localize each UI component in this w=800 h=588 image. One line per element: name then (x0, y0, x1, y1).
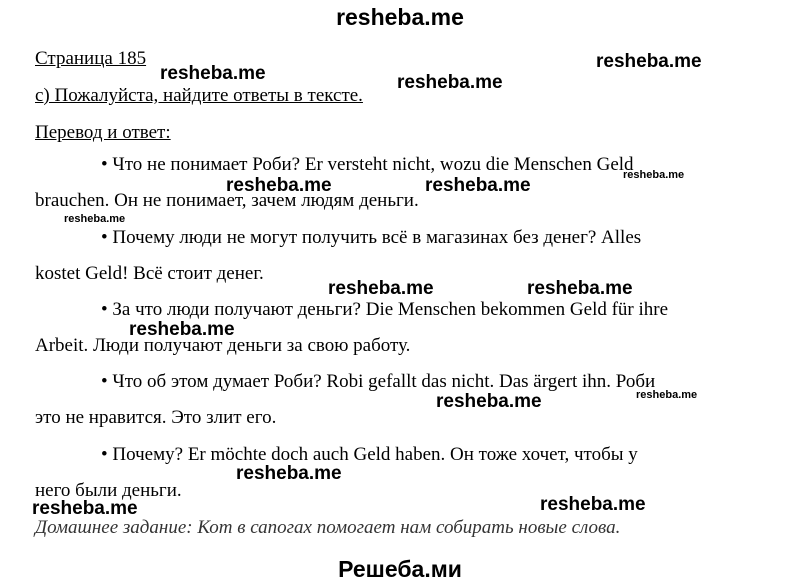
watermark: resheba.me (160, 63, 266, 84)
watermark: resheba.me (397, 72, 503, 93)
watermark: resheba.me (436, 391, 542, 412)
answer-line: него были деньги. (35, 480, 182, 501)
answer-item (35, 370, 738, 429)
answer-line: • Что об этом думает Роби? Robi gefallt das nicht. Das ärgert ihn. Роби (101, 371, 656, 392)
watermark: resheba.me (596, 51, 702, 72)
watermark: resheba.me (64, 213, 126, 225)
answer-line: Arbeit. Люди получают деньги за свою работу. (35, 335, 411, 356)
watermark: resheba.me (425, 175, 531, 196)
watermark: resheba.me (32, 498, 138, 519)
answer-line: • За что люди получают деньги? Die Menschen bekommen Geld für ihre (101, 299, 669, 320)
answer-item (35, 153, 738, 212)
section-label: Перевод и ответ: (35, 122, 171, 143)
watermark: resheba.me (129, 319, 235, 340)
watermark: resheba.me (540, 494, 646, 515)
answer-line: • Почему? Er möchte doch auch Geld haben. Он тоже хочет, чтобы у (101, 444, 638, 465)
header-site-title: resheba.me (336, 4, 464, 30)
page-number-label: Страница 185 (35, 48, 147, 69)
answer-item (35, 226, 738, 285)
watermark: resheba.me (236, 463, 342, 484)
watermark: resheba.me (527, 278, 633, 299)
answer-line: brauchen. Он не понимает, зачем людям деньги. (35, 190, 419, 211)
homework-line: Домашнее задание: Кот в сапогах помогает нам собирать новые слова. (35, 517, 621, 538)
answer-line: • Почему люди не могут получить всё в магазинах без денег? Alles (101, 227, 642, 248)
answer-line: kostet Geld! Всё стоит денег. (35, 263, 264, 284)
answer-line: это не нравится. Это злит его. (35, 407, 277, 428)
footer-site-title: Решеба.ми (338, 556, 462, 582)
watermark: resheba.me (636, 389, 698, 401)
watermark: resheba.me (226, 175, 332, 196)
watermark: resheba.me (623, 169, 685, 181)
task-label: c) Пожалуйста, найдите ответы в тексте. (35, 85, 363, 106)
answer-line: • Что не понимает Роби? Er versteht nicht, wozu die Menschen Geld (101, 154, 634, 175)
watermark: resheba.me (328, 278, 434, 299)
